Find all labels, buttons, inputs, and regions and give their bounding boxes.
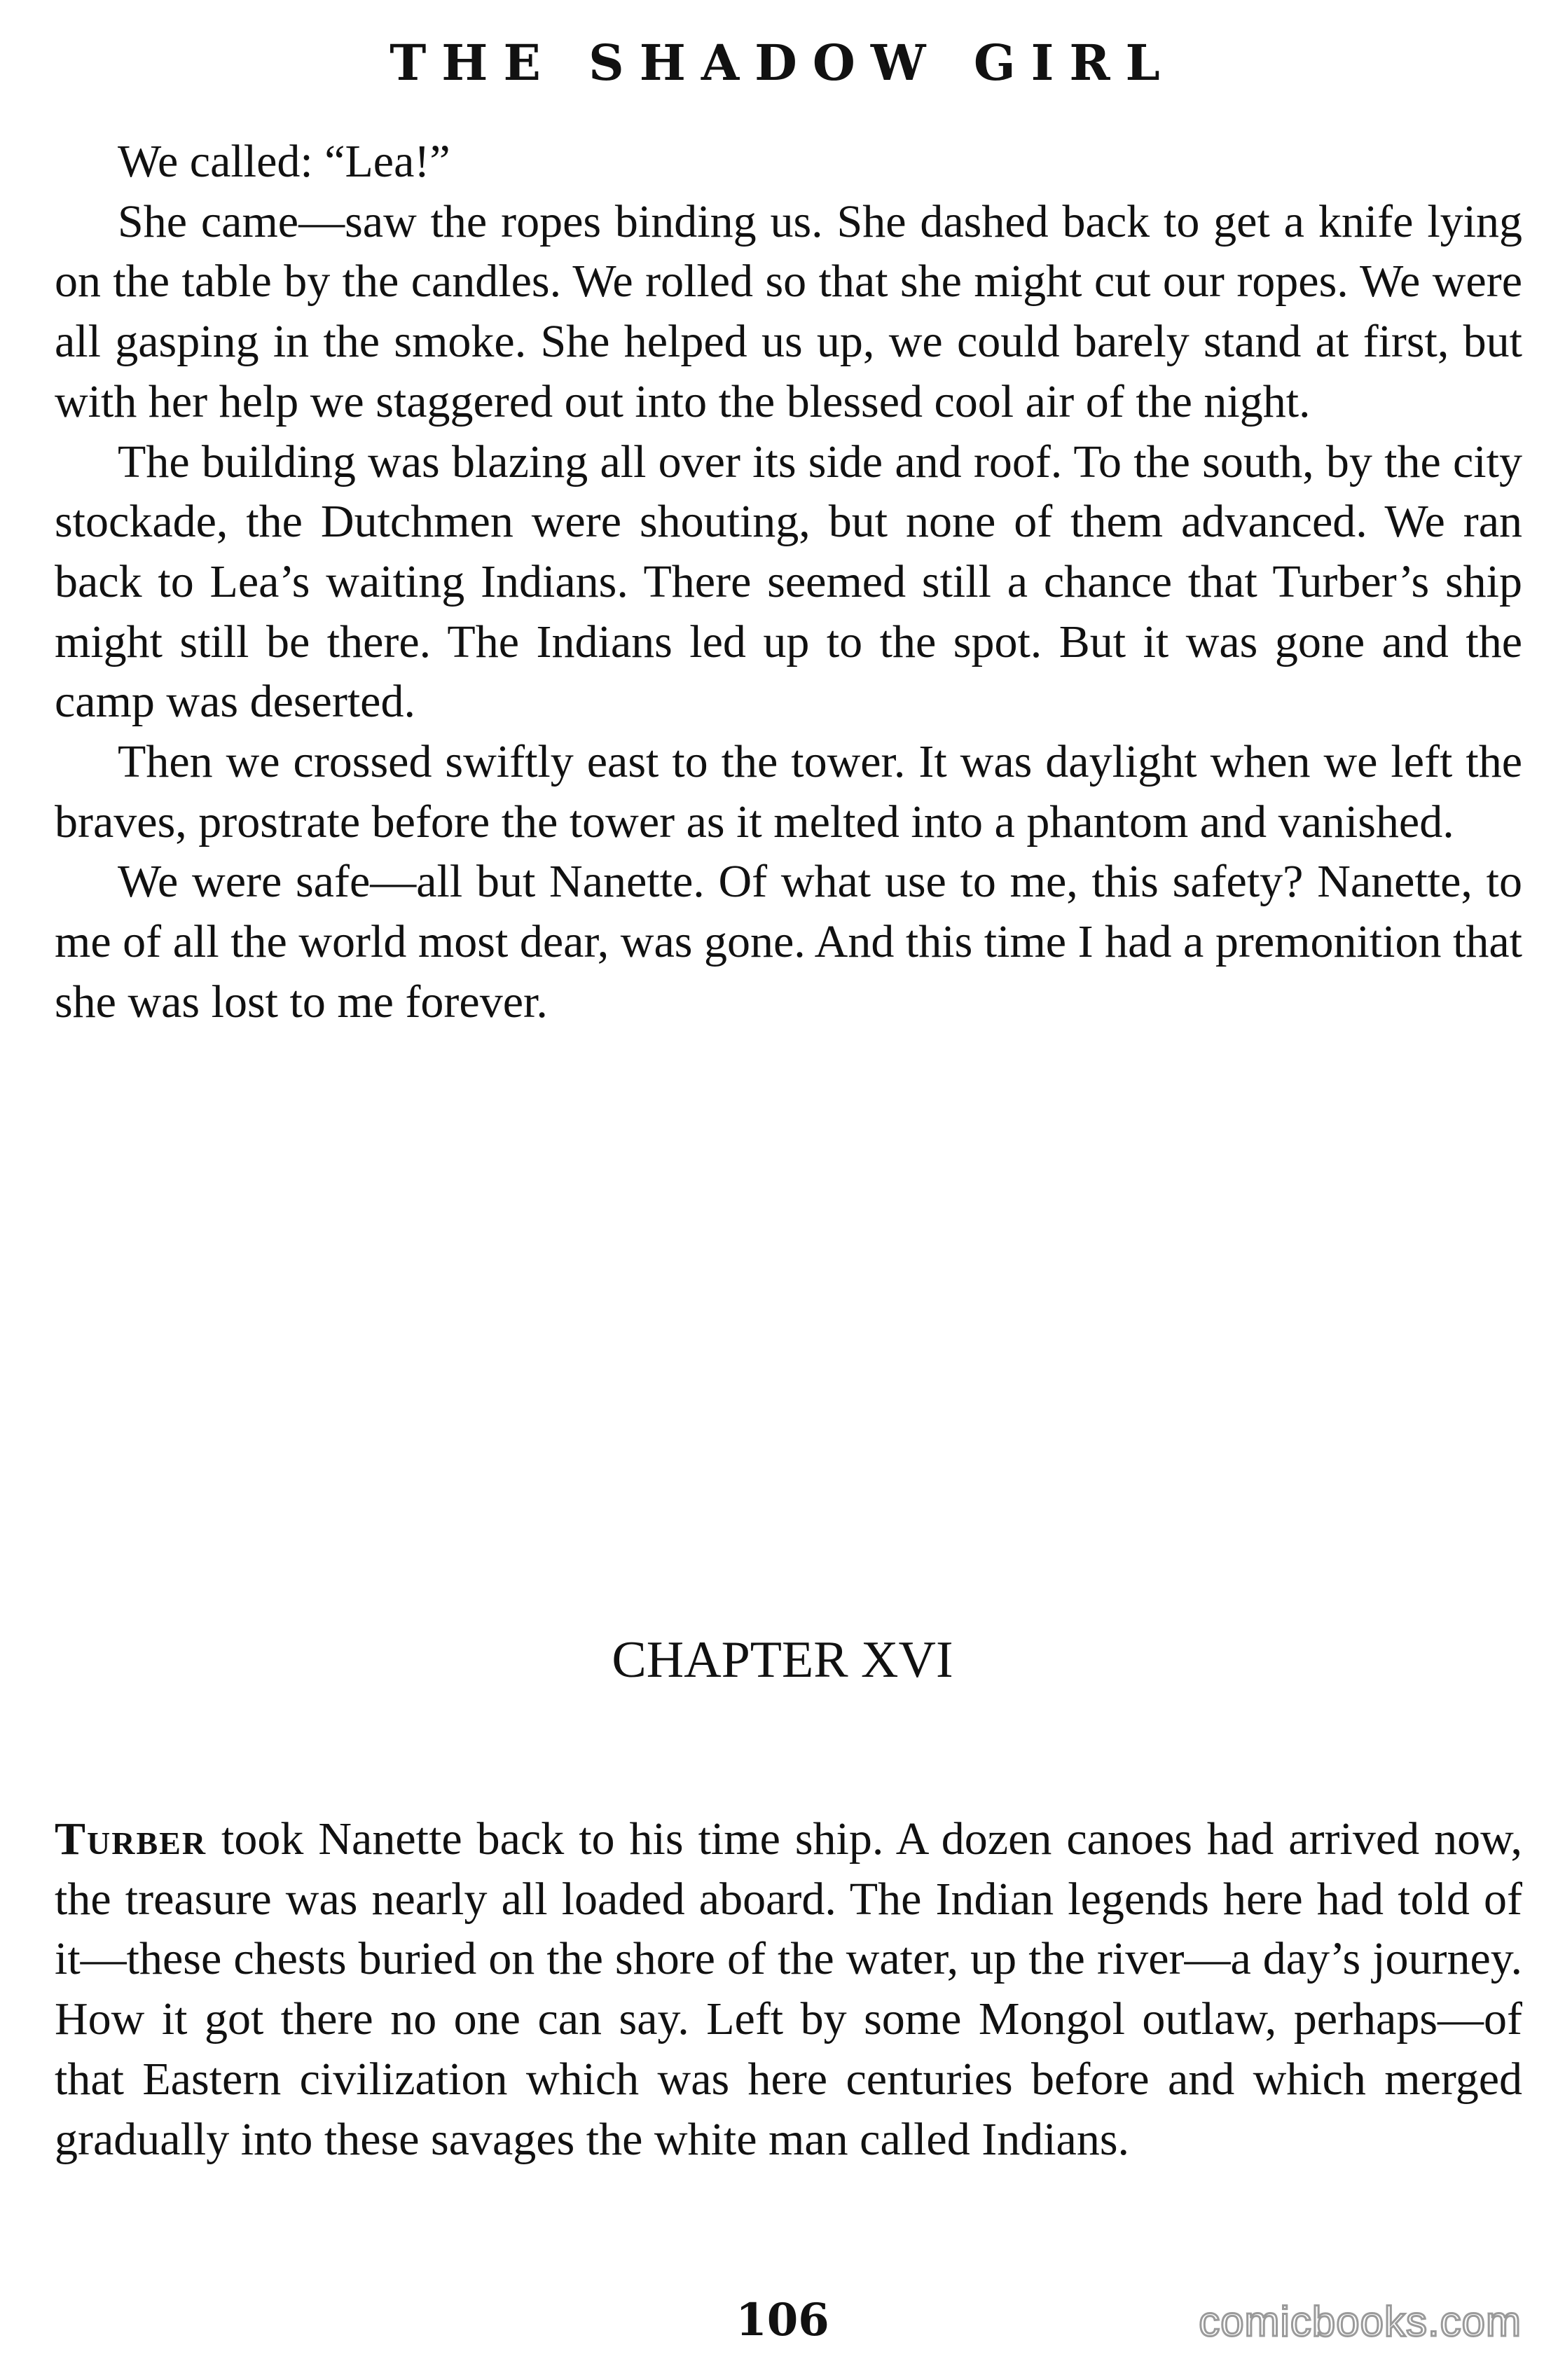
paragraph: We were safe—all but Nanette. Of what use to me, this safety? Nanette, to me of all the world most dear, was gone. And this time I had a premonition that she was lost to me forever.: [55, 856, 1522, 1028]
paragraph: We called: “Lea!”: [118, 136, 450, 187]
lead-word: Turber: [55, 1813, 207, 1864]
chapter-heading: CHAPTER XVI: [612, 1631, 953, 1689]
opening-paragraph: [55, 1809, 1522, 2169]
text-block-chapter-opening: [55, 1809, 1522, 2169]
watermark-logo: comicbooks.com: [1199, 2298, 1522, 2345]
opening-paragraph-text: took Nanette back to his time ship. A dozen canoes had arrived now, the treasure was nearly all loaded aboard. The Indian legends here had told of it—these chests buried on the shore of the water, up the river—a day’s journey. How it got there no one can say. Left by some Mongol outlaw, perhaps—of that Eastern civilization which was here centuries before and which merged gradually into these savages the white man called Indians.: [55, 1813, 1522, 2165]
paragraph: The building was blazing all over its side and roof. To the south, by the city stockade, the Dutchmen were shouting, but none of them advanced. We ran back to Lea’s waiting Indians. There seemed still a chance that Turber’s ship might still be there. The Indians led up to the spot. But it was gone and the camp was deserted.: [55, 436, 1522, 728]
running-head: THE SHADOW GIRL: [389, 34, 1176, 92]
page-number: 106: [736, 2294, 829, 2346]
text-block-before-chapter: [55, 132, 1522, 1032]
paragraph: She came—saw the ropes binding us. She dashed back to get a knife lying on the table by the candles. We rolled so that she might cut our ropes. We were all gasping in the smoke. She helped us up, we could barely stand at first, but with her help we staggered out into the blessed cool air of the night.: [55, 195, 1522, 427]
paragraph: Then we crossed swiftly east to the tower. It was daylight when we left the braves, prostrate before the tower as it melted into a phantom and vanished.: [55, 736, 1522, 847]
